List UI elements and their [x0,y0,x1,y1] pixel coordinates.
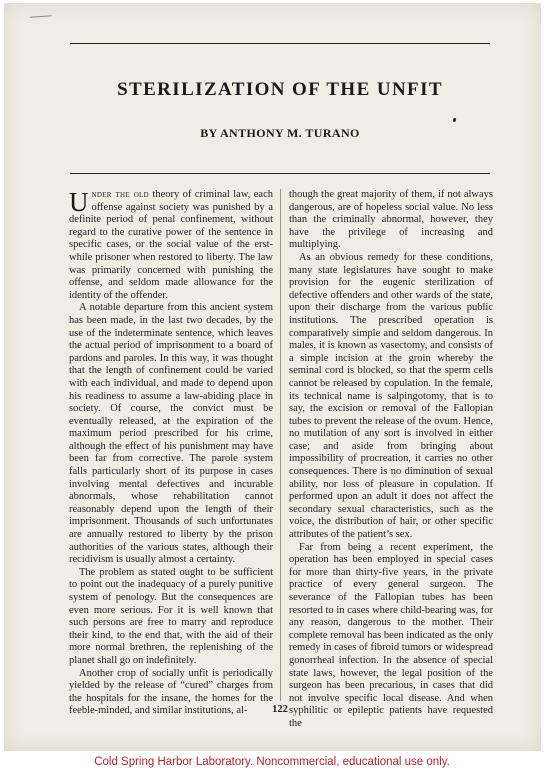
paragraph-4: Another crop of socially unfit is periodically yielded by the release of “cured” charges from the hospitals for the insane, the homes for the feeble-minded, and similar institutions, al- [69,667,273,717]
drop-cap: U [69,187,89,217]
lead-in: nder the old [91,189,149,200]
paragraph-1 [69,189,273,302]
right-column [289,189,493,731]
top-rule [70,43,490,44]
paragraph-1-text: theory of criminal law, each offense against society was punished by a definite period of penal confinement, without regard to the curative power of the sentence in specific cases, or the social value of the erst-while prisoner when restored to liberty. The law was primarily concerned with punishing the offense, and seldom made allowance for the identity of the offender. [69,189,273,301]
column-divider [280,189,281,701]
edge-mark [30,15,52,22]
paragraph-continued: though the great majority of them, if not always dangerous, are of hopeless social value. No less than the criminally abnormal, however, they have the privilege of increasing and multiplying. [289,189,493,251]
article-title: STERILIZATION OF THE UNFIT [117,79,443,100]
paragraph-6: Far from being a recent experiment, the operation has been employed in special cases for more than thirty-five years, in the private practice of every general surgeon. The severance of the Fallopian tubes has been resorted to in cases where child-bearing was, for any reason, dangerous to the mother. Their complete removal has been indicated as the only remedy in cases of fibroid tumors or widespread gonorrheal infection. In the absence of special state laws, however, the legal position of the surgeon has been precarious, in cases that did not involve specific local disease. And when syphilitic or epileptic patients have requested the [289,541,493,729]
page-scan [4,3,541,751]
paragraph-5: As an obvious remedy for these conditions, many state legislatures have sought to make provision for the eugenic sterilization of defective offenders and other wards of the state, upon their discharge from the various public institutions. The prescribed operation is comparatively simple and seldom dangerous. In males, it is known as vasectomy, and consists of a simple incision at the groin whereby the seminal cord is blocked, so that the sperm cells cannot be released by copulation. In the female, its technical name is salpingotomy, that is to say, the excision or removal of the Fallopian tubes to prevent the release of the ovum. Hence, no mutilation of any sort is involved in either case; and aside from bringing about impossibility of procreation, it carries no other consequences. There is no diminution of sexual ability, nor loss of pleasure in copulation. If performed upon an adult it does not affect the secondary sexual characteristics, such as the voice, the distribution of hair, or other specific attributes of the patient’s sex. [289,251,493,541]
paragraph-3: The problem as stated ought to be sufficient to point out the inadequacy of a purely punitive system of penology. But the consequences are even more serious. For it is well known that such persons are free to marry and reproduce their kind, to the end that, with the aid of their more normal brethren, the replenishing of the planet shall go on indefinitely. [69,566,273,666]
article-byline: BY ANTHONY M. TURANO [200,126,360,140]
ink-speck [452,118,456,123]
page-number: 122 [272,704,288,715]
attribution-footer: Cold Spring Harbor Laboratory. Noncommercial, educational use only. [94,756,450,768]
paragraph-2: A notable departure from this ancient system has been made, in the last two decades, by the use of the indeterminate sentence, which leaves the actual period of imprisonment to a board of pardons and paroles. In this way, it was thought that the length of confinement could be varied with each individual, and made to depend upon his readiness to assume a law-abiding place in society. Of course, the convict must be eventually released, at the expiration of the maximum period prescribed for his crime, although the effect of his punishment may have been far from corrective. The parole system falls particularly short of its purpose in cases involving mental defectives and incurable abnormals, whose rehabilitation cannot reasonably depend upon the length of their imprisonment. Thousands of such unfortunates are annually restored to liberty by the prison authorities of the various states, although their recidivism is usually almost a certainty. [69,302,273,566]
header-rule [70,173,490,174]
left-column [69,189,273,718]
